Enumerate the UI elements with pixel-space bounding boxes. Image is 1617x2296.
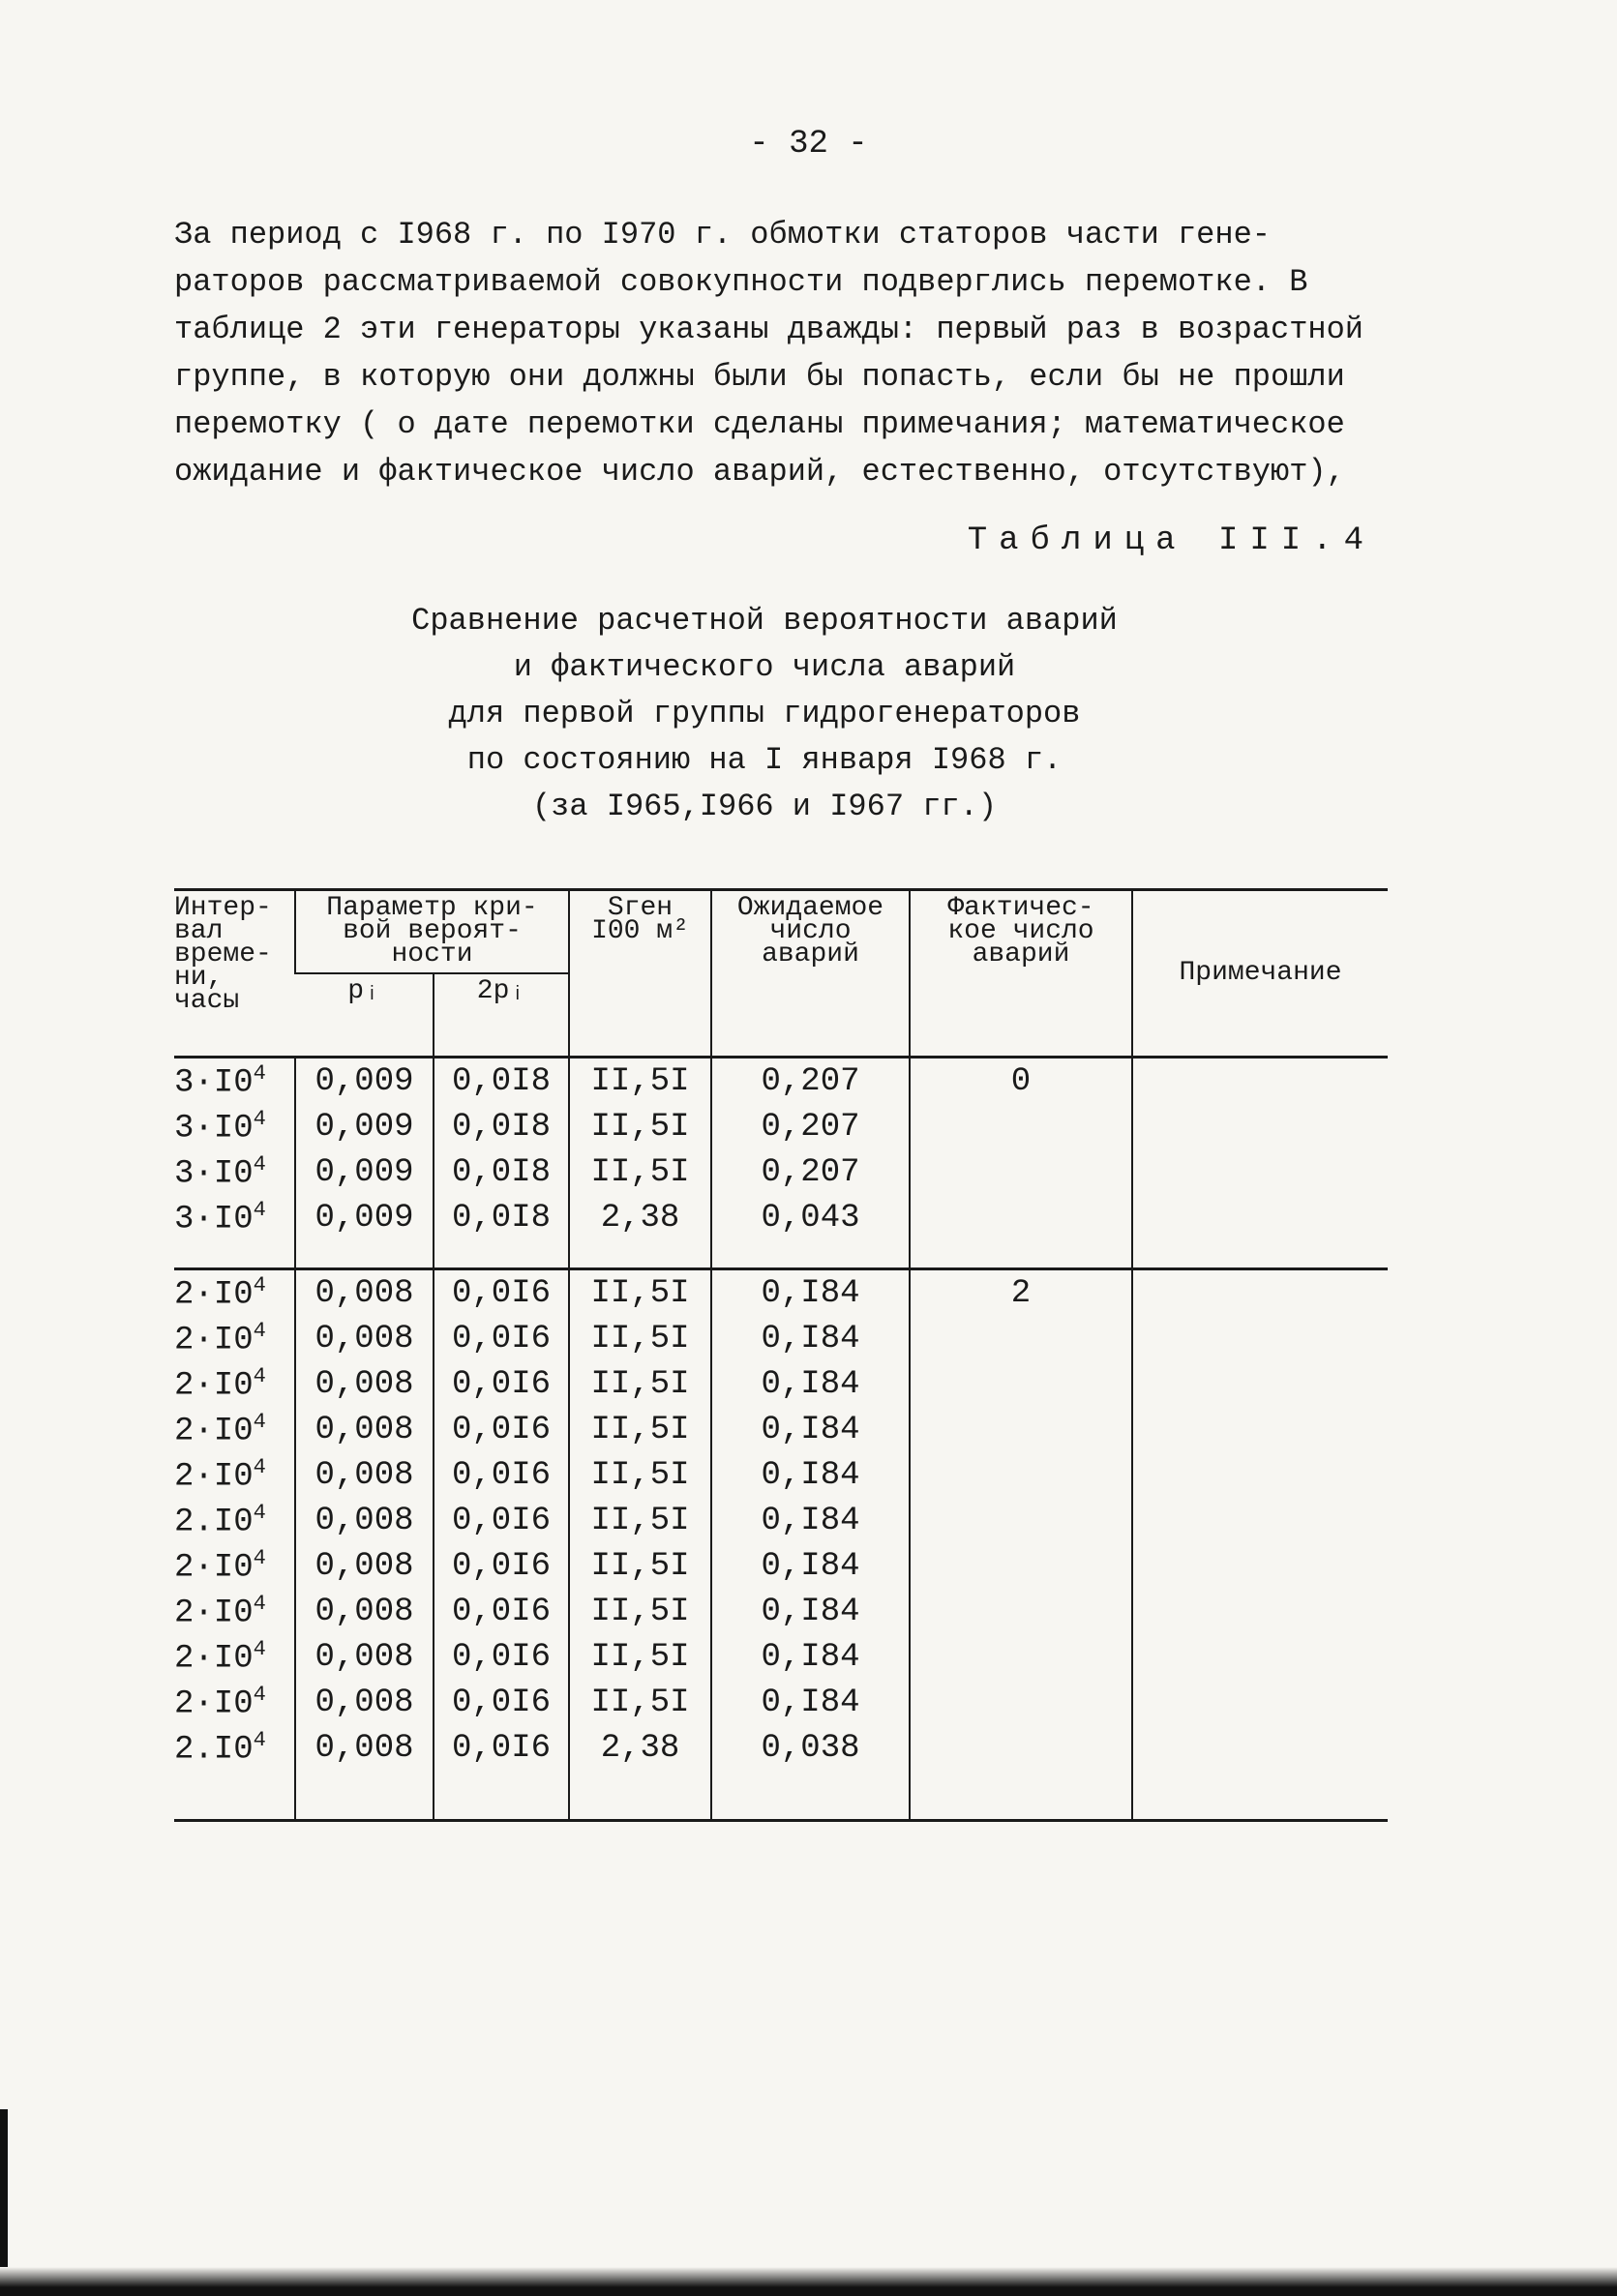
table-cell — [174, 1771, 295, 1821]
table-row — [174, 1269, 1388, 1317]
table-cell: 0,207 — [711, 1149, 910, 1195]
table-cell — [434, 1240, 569, 1269]
interval-base: 3·I0 — [174, 1155, 254, 1193]
interval-exponent: 4 — [253, 1060, 266, 1086]
cell-interval — [174, 1634, 295, 1680]
table-cell — [910, 1634, 1132, 1680]
cell-interval — [174, 1104, 295, 1149]
table-cell — [1132, 1725, 1388, 1771]
accident-table — [174, 888, 1388, 1822]
table-cell — [910, 1452, 1132, 1498]
cell-interval — [174, 1725, 295, 1771]
table-cell: 0,I84 — [711, 1269, 910, 1317]
table-cell: II,5I — [569, 1680, 711, 1725]
table-cell — [1132, 1104, 1388, 1149]
table-cell — [1132, 1543, 1388, 1589]
table-cell: II,5I — [569, 1149, 711, 1195]
table-row — [174, 1589, 1388, 1634]
table-cell: II,5I — [569, 1407, 711, 1452]
table-cell: 0,0I6 — [434, 1680, 569, 1725]
table-cell: 2,38 — [569, 1725, 711, 1771]
cell-interval — [174, 1543, 295, 1589]
table-cell: 0,0I8 — [434, 1195, 569, 1240]
header-two-p: 2pᵢ — [434, 973, 569, 1058]
interval-base: 2·I0 — [174, 1458, 254, 1496]
table-cell: 0,009 — [295, 1195, 434, 1240]
interval-exponent: 4 — [253, 1197, 266, 1222]
table-cell: 0,207 — [711, 1058, 910, 1105]
interval-exponent: 4 — [253, 1545, 266, 1570]
table-cell: 0,0I6 — [434, 1452, 569, 1498]
table-cell — [910, 1104, 1132, 1149]
interval-base: 3·I0 — [174, 1110, 254, 1148]
table-cell: 0,0I6 — [434, 1634, 569, 1680]
cell-interval — [174, 1269, 295, 1317]
table-cell — [1132, 1634, 1388, 1680]
table-cell — [910, 1498, 1132, 1543]
table-cell — [1132, 1195, 1388, 1240]
table-cell: II,5I — [569, 1361, 711, 1407]
table-cell: 0,I84 — [711, 1316, 910, 1361]
interval-exponent: 4 — [253, 1682, 266, 1707]
interval-exponent: 4 — [253, 1454, 266, 1479]
interval-exponent: 4 — [253, 1500, 266, 1525]
cell-interval — [174, 1195, 295, 1240]
header-p: pᵢ — [295, 973, 434, 1058]
table-cell — [910, 1589, 1132, 1634]
table-cell: 0,008 — [295, 1361, 434, 1407]
table-label: Таблица III.4 — [967, 522, 1375, 559]
paragraph-line: ожидание и фактическое число аварий, естественно, отсутствуют), — [174, 454, 1345, 490]
table-cell: 0,008 — [295, 1725, 434, 1771]
interval-exponent: 4 — [253, 1409, 266, 1434]
table-cell — [910, 1680, 1132, 1725]
table-cell — [1132, 1771, 1388, 1821]
table-cell: 0,I84 — [711, 1634, 910, 1680]
table-cell: 0,0I6 — [434, 1361, 569, 1407]
table-cell — [910, 1407, 1132, 1452]
table-cell: II,5I — [569, 1634, 711, 1680]
table-cell: 2 — [910, 1269, 1132, 1317]
table-row — [174, 1498, 1388, 1543]
table-cell: 0,I84 — [711, 1680, 910, 1725]
table-cell: 0,043 — [711, 1195, 910, 1240]
table-cell — [1132, 1498, 1388, 1543]
interval-exponent: 4 — [253, 1591, 266, 1616]
caption-line: (за I965,I966 и I967 гг.) — [531, 789, 998, 824]
table-cell: 0,008 — [295, 1407, 434, 1452]
table-cell: 0,I84 — [711, 1407, 910, 1452]
table-row — [174, 1058, 1388, 1105]
cell-interval — [174, 1149, 295, 1195]
table-row — [174, 1680, 1388, 1725]
table-row — [174, 1452, 1388, 1498]
table-cell: 0,038 — [711, 1725, 910, 1771]
table-cell: 0,207 — [711, 1104, 910, 1149]
table-cell: 0,I84 — [711, 1361, 910, 1407]
scan-edge-bottom — [0, 2267, 1617, 2296]
cell-interval — [174, 1452, 295, 1498]
caption-line: Сравнение расчетной вероятности аварий — [411, 603, 1118, 639]
table-cell: II,5I — [569, 1269, 711, 1317]
table-cell — [910, 1725, 1132, 1771]
paragraph-line: перемотку ( о дате перемотки сделаны примечания; математическое — [174, 406, 1345, 442]
table-cell: 0,008 — [295, 1680, 434, 1725]
interval-base: 2·I0 — [174, 1640, 254, 1678]
table-cell: 0,008 — [295, 1452, 434, 1498]
table-caption — [319, 598, 1210, 830]
table-row — [174, 1149, 1388, 1195]
table-cell: 0,008 — [295, 1498, 434, 1543]
table-row — [174, 1195, 1388, 1240]
table-cell: II,5I — [569, 1452, 711, 1498]
table-cell — [1132, 1269, 1388, 1317]
cell-interval — [174, 1680, 295, 1725]
table-cell — [910, 1240, 1132, 1269]
table-spacer-row — [174, 1771, 1388, 1821]
table-row — [174, 1104, 1388, 1149]
interval-base: 2.I0 — [174, 1504, 254, 1541]
table-cell — [295, 1240, 434, 1269]
table-row — [174, 1316, 1388, 1361]
table-cell — [711, 1240, 910, 1269]
interval-exponent: 4 — [253, 1272, 266, 1297]
table-cell: 0,008 — [295, 1543, 434, 1589]
table-spacer-row — [174, 1240, 1388, 1269]
interval-base: 2·I0 — [174, 1276, 254, 1314]
interval-exponent: 4 — [253, 1151, 266, 1177]
table-cell: 0,008 — [295, 1269, 434, 1317]
table-cell: II,5I — [569, 1058, 711, 1105]
interval-base: 2·I0 — [174, 1322, 254, 1359]
table-cell: 0,I84 — [711, 1452, 910, 1498]
page-number: - 32 - — [749, 126, 868, 163]
table-cell — [1132, 1452, 1388, 1498]
table-cell: 0,0I6 — [434, 1589, 569, 1634]
table-cell: II,5I — [569, 1543, 711, 1589]
interval-exponent: 4 — [253, 1318, 266, 1343]
cell-interval — [174, 1058, 295, 1105]
table-cell: 0,008 — [295, 1589, 434, 1634]
table-cell — [569, 1771, 711, 1821]
table-cell: 0,0I6 — [434, 1269, 569, 1317]
table-cell: 0,0I6 — [434, 1407, 569, 1452]
header-s-gen: Sген I00 м² — [569, 890, 711, 1058]
table-cell: II,5I — [569, 1589, 711, 1634]
interval-exponent: 4 — [253, 1363, 266, 1388]
table-cell — [1132, 1407, 1388, 1452]
table-cell — [1132, 1589, 1388, 1634]
header-parameter: Параметр кри- вой вероят- ности — [295, 890, 569, 974]
table-cell — [1132, 1361, 1388, 1407]
table-cell: II,5I — [569, 1498, 711, 1543]
table-cell: 0,008 — [295, 1634, 434, 1680]
table-cell: II,5I — [569, 1104, 711, 1149]
table-cell — [1132, 1149, 1388, 1195]
caption-line: и фактического числа аварий — [513, 649, 1016, 685]
table-cell — [910, 1361, 1132, 1407]
intro-paragraph — [174, 211, 1413, 495]
table-cell — [711, 1771, 910, 1821]
table-row — [174, 1543, 1388, 1589]
table-cell — [910, 1195, 1132, 1240]
interval-base: 2·I0 — [174, 1367, 254, 1405]
table-cell — [1132, 1240, 1388, 1269]
table-cell: 0,I84 — [711, 1498, 910, 1543]
table-cell — [174, 1240, 295, 1269]
header-expected: Ожидаемое число аварий — [711, 890, 910, 1058]
paragraph-line: таблице 2 эти генераторы указаны дважды: первый раз в возрастной — [174, 312, 1363, 347]
table-cell: 0,0I6 — [434, 1543, 569, 1589]
table-cell: 0,I84 — [711, 1589, 910, 1634]
table-cell: 0,0I6 — [434, 1498, 569, 1543]
interval-exponent: 4 — [253, 1106, 266, 1131]
table-cell: 0,0I8 — [434, 1104, 569, 1149]
table-row — [174, 1407, 1388, 1452]
cell-interval — [174, 1361, 295, 1407]
table-cell: 0,009 — [295, 1104, 434, 1149]
table-cell: 0 — [910, 1058, 1132, 1105]
table-cell — [910, 1771, 1132, 1821]
paragraph-line: раторов рассматриваемой совокупности подверглись перемотке. В — [174, 264, 1308, 300]
table-cell — [434, 1771, 569, 1821]
table-cell: 0,0I8 — [434, 1149, 569, 1195]
interval-exponent: 4 — [253, 1636, 266, 1661]
interval-base: 2·I0 — [174, 1549, 254, 1587]
table-cell — [1132, 1680, 1388, 1725]
table-cell — [910, 1543, 1132, 1589]
table-cell — [910, 1149, 1132, 1195]
table-cell: 0,008 — [295, 1316, 434, 1361]
table-cell: 0,0I6 — [434, 1725, 569, 1771]
cell-interval — [174, 1407, 295, 1452]
header-note: Примечание — [1132, 890, 1388, 1058]
paragraph-line: За период с I968 г. по I970 г. обмотки статоров части гене- — [174, 217, 1271, 253]
table-cell — [910, 1316, 1132, 1361]
interval-base: 2·I0 — [174, 1595, 254, 1632]
table-cell — [569, 1240, 711, 1269]
paragraph-line: группе, в которую они должны были бы попасть, если бы не прошли — [174, 359, 1345, 395]
caption-line: для первой группы гидрогенераторов — [448, 696, 1081, 731]
table-row — [174, 1725, 1388, 1771]
table-cell — [1132, 1058, 1388, 1105]
cell-interval — [174, 1316, 295, 1361]
header-actual: Фактичес- кое число аварий — [910, 890, 1132, 1058]
table-cell: 0,I84 — [711, 1543, 910, 1589]
caption-line: по состоянию на I января I968 г. — [466, 742, 1063, 778]
table-row — [174, 1361, 1388, 1407]
table-cell — [1132, 1316, 1388, 1361]
table-cell: II,5I — [569, 1316, 711, 1361]
cell-interval — [174, 1498, 295, 1543]
interval-exponent: 4 — [253, 1727, 266, 1752]
table-cell — [295, 1771, 434, 1821]
header-interval: Интер- вал време- ни, часы — [174, 890, 295, 1058]
table-cell: 0,009 — [295, 1058, 434, 1105]
table-cell: 0,009 — [295, 1149, 434, 1195]
table-cell: 2,38 — [569, 1195, 711, 1240]
interval-base: 2.I0 — [174, 1731, 254, 1769]
table-cell: 0,0I8 — [434, 1058, 569, 1105]
interval-base: 2·I0 — [174, 1413, 254, 1450]
cell-interval — [174, 1589, 295, 1634]
interval-base: 3·I0 — [174, 1201, 254, 1238]
table-cell: 0,0I6 — [434, 1316, 569, 1361]
interval-base: 3·I0 — [174, 1064, 254, 1102]
table-row — [174, 1634, 1388, 1680]
interval-base: 2·I0 — [174, 1685, 254, 1723]
